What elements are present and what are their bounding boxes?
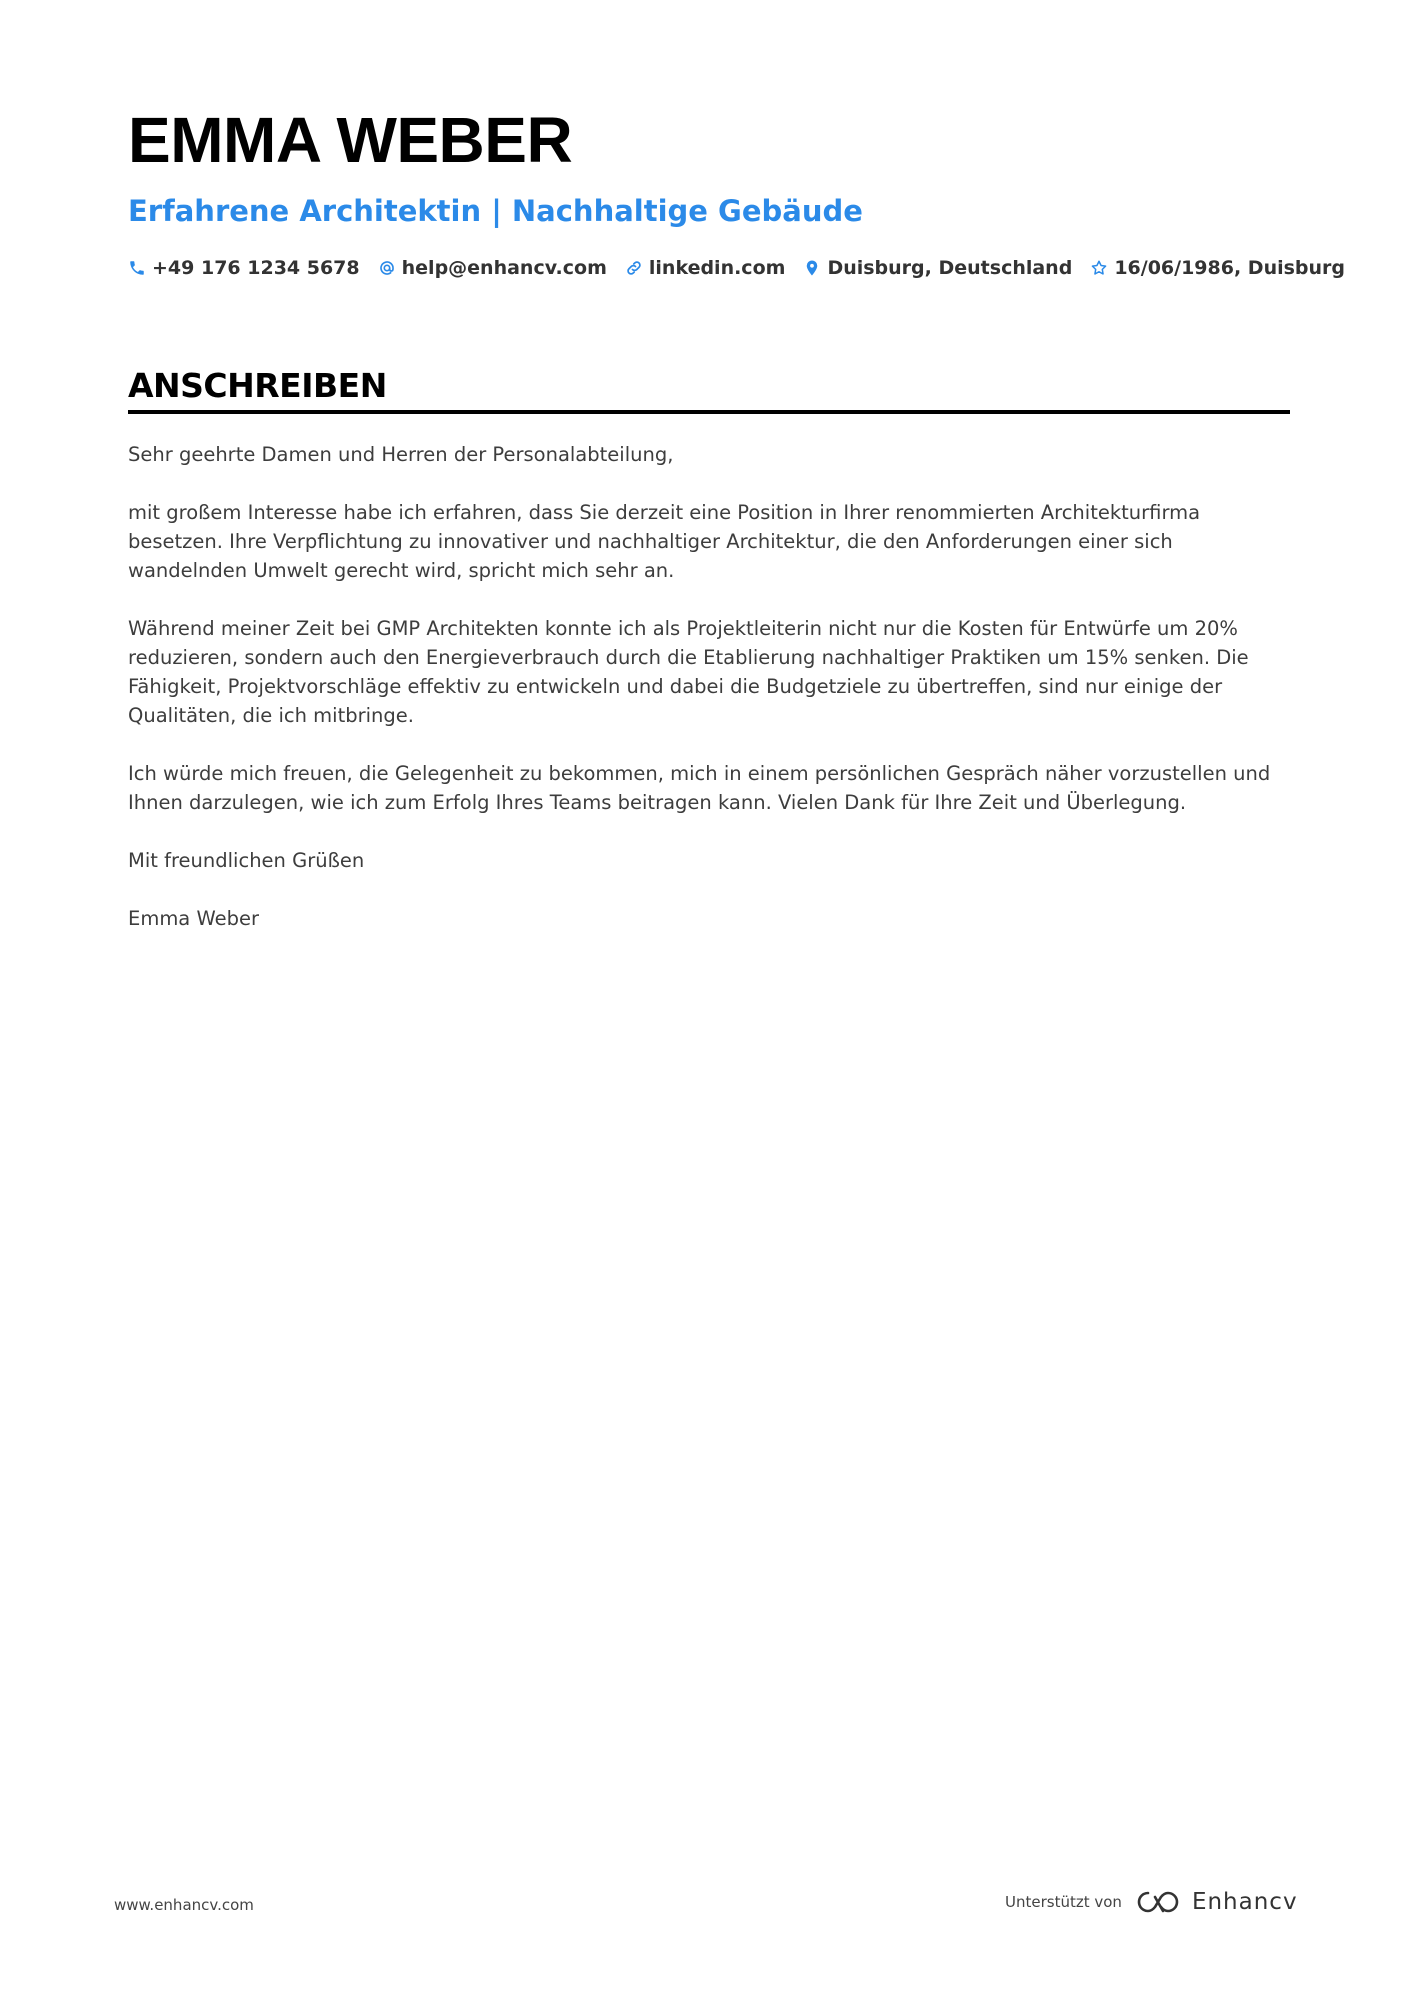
contact-phone [128,256,360,280]
contact-birth-text: 16/06/1986, Duisburg [1114,257,1346,279]
phone-icon [128,259,146,277]
contact-phone-text: +49 176 1234 5678 [152,257,360,279]
letter-paragraph: Ich würde mich freuen, die Gelegenheit zu bekommen, mich in einem persönlichen Gespräch näher vorzustellen und Ihnen darzulegen, wie ich zum Erfolg Ihres Teams beitragen kann. Vielen Dank für Ihre Zeit und Überlegung. [128,762,1271,814]
candidate-headline: Erfahrene Architektin | Nachhaltige Gebäude [128,194,863,228]
candidate-name: EMMA WEBER [128,104,573,176]
contact-bar [128,256,1363,280]
brand-name: Enhancv [1191,1889,1298,1915]
star-icon [1090,259,1108,277]
contact-linkedin[interactable] [625,256,786,280]
location-pin-icon [803,259,821,277]
contact-email[interactable] [378,256,607,280]
letter-salutation: Sehr geehrte Damen und Herren der Personalabteilung, [128,443,674,466]
contact-location-text: Duisburg, Deutschland [827,257,1073,279]
link-icon [625,259,643,277]
letter-signature: Emma Weber [128,907,259,930]
contact-linkedin-text: linkedin.com [648,257,786,279]
letter-closing: Mit freundlichen Grüßen [128,849,365,872]
section-title: ANSCHREIBEN [128,366,387,405]
at-icon [378,259,396,277]
contact-email-text: help@enhancv.com [401,257,607,279]
letter-body [128,440,1298,962]
powered-by-label: Unterstützt von [1005,1893,1122,1911]
section-divider [128,410,1290,414]
enhancv-logo-icon [1134,1888,1180,1916]
letter-paragraph: mit großem Interesse habe ich erfahren, dass Sie derzeit eine Position in Ihrer renommierten Architekturfirma besetzen. Ihre Verpflichtung zu innovativer und nachhaltiger Architektur, die den Anforderungen einer sich wandelnden Umwelt gerecht wird, spricht mich sehr an. [128,501,1201,582]
contact-location [803,256,1072,280]
footer-url[interactable]: www.enhancv.com [114,1896,254,1914]
footer-brand[interactable] [1005,1888,1298,1916]
contact-birth [1090,256,1345,280]
letter-paragraph: Während meiner Zeit bei GMP Architekten konnte ich als Projektleiterin nicht nur die Kosten für Entwürfe um 20% reduzieren, sondern auch den Energieverbrauch durch die Etablierung nachhaltiger Praktiken um 15% senken. Die Fähigkeit, Projektvorschläge effektiv zu entwickeln und dabei die Budgetziele zu übertreffen, sind nur einige der Qualitäten, die ich mitbringe. [128,617,1249,727]
